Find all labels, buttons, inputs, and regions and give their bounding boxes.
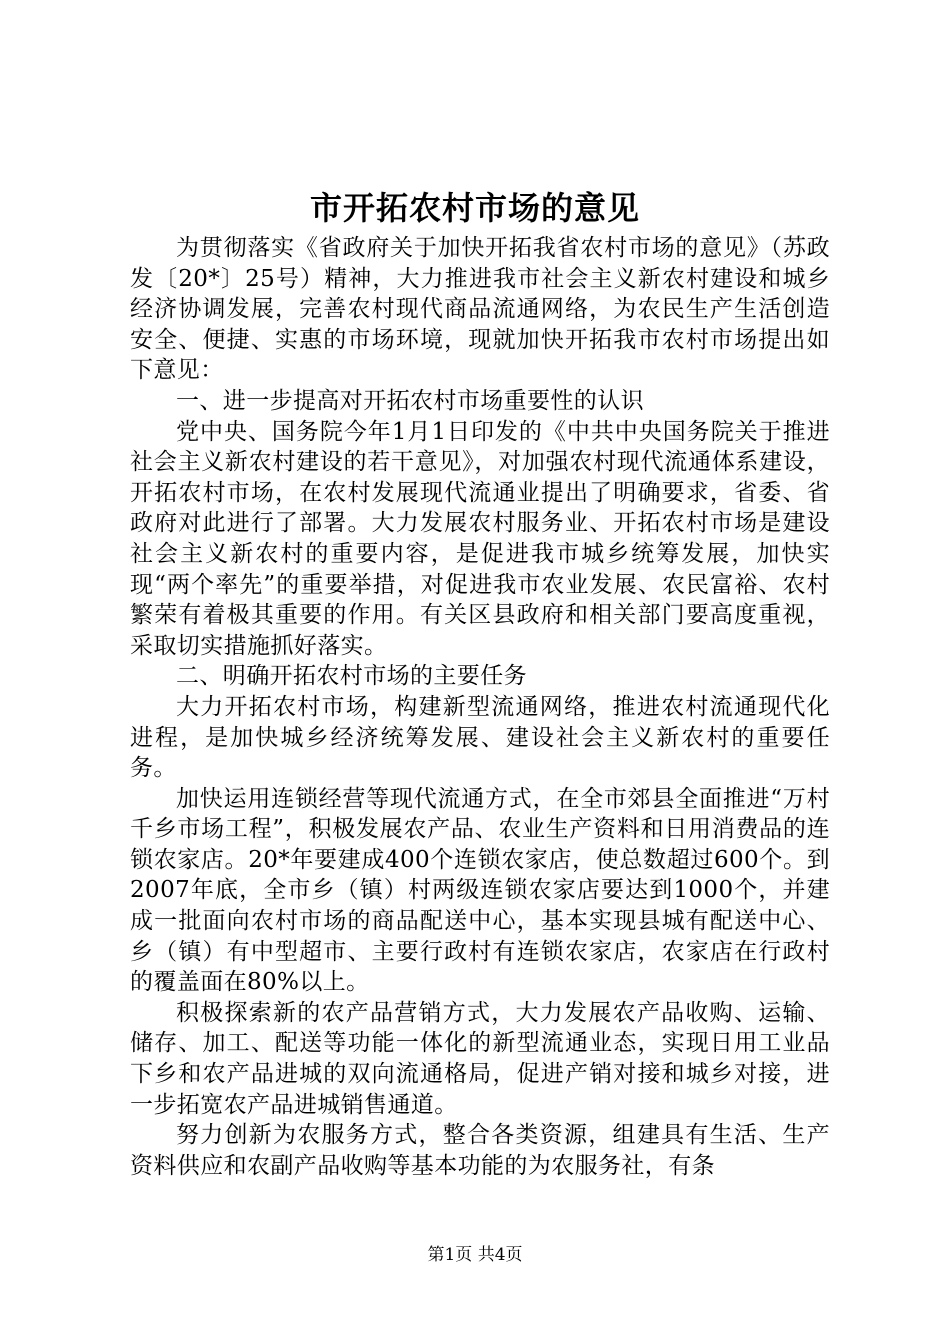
document-body (130, 233, 830, 1181)
section-heading-2: 二、明确开拓农村市场的主要任务 (176, 663, 527, 690)
section-heading-1: 一、进一步提高对开拓农村市场重要性的认识 (176, 387, 644, 414)
paragraph-chain-stores: 加快运用连锁经营等现代流通方式，在全市郊县全面推进“万村千乡市场工程”，积极发展农产品、农业生产资料和日用消费品的连锁农家店。20*年要建成400个连锁农家店，使总数超过600个。到2007年底，全市乡（镇）村两级连锁农家店要达到1000个，并建成一批面向农村市场的商品配送中心，基本实现县城有配送中心、乡（镇）有中型超市、主要行政村有连锁农家店，农家店在行政村的覆盖面在80%以上。 (130, 785, 830, 996)
document-title: 市开拓农村市场的意见 (309, 189, 640, 227)
paragraph-marketing: 积极探索新的农产品营销方式，大力发展农产品收购、运输、储存、加工、配送等功能一体化的新型流通业态，实现日用工业品下乡和农产品进城的双向流通格局，促进产销对接和城乡对接，进一步拓宽农产品进城销售通道。 (130, 999, 830, 1118)
paragraph-intro: 为贯彻落实《省政府关于加快开拓我省农村市场的意见》（苏政发〔20*〕25号）精神，大力推进我市社会主义新农村建设和城乡经济协调发展，完善农村现代商品流通网络，为农民生产生活创造安全、便捷、实惠的市场环境，现就加快开拓我市农村市场提出如下意见： (130, 235, 830, 384)
paragraph-service: 努力创新为农服务方式，整合各类资源，组建具有生活、生产资料供应和农副产品收购等基本功能的为农服务社，有条 (130, 1122, 830, 1179)
paragraph-section-1: 党中央、国务院今年1月1日印发的《中共中央国务院关于推进社会主义新农村建设的若干意见》，对加强农村现代流通体系建设，开拓农村市场，在农村发展现代流通业提出了明确要求，省委、省政府对此进行了部署。大力发展农村服务业、开拓农村市场是建设社会主义新农村的重要内容，是促进我市城乡统筹发展，加快实现“两个率先”的重要举措，对促进我市农业发展、农民富裕、农村繁荣有着极其重要的作用。有关区县政府和相关部门要高度重视，采取切实措施抓好落实。 (130, 418, 830, 659)
paragraph-task-overview: 大力开拓农村市场，构建新型流通网络，推进农村流通现代化进程，是加快城乡经济统筹发展、建设社会主义新农村的重要任务。 (130, 693, 830, 782)
page-footer: 第1页 共4页 (427, 1245, 523, 1265)
